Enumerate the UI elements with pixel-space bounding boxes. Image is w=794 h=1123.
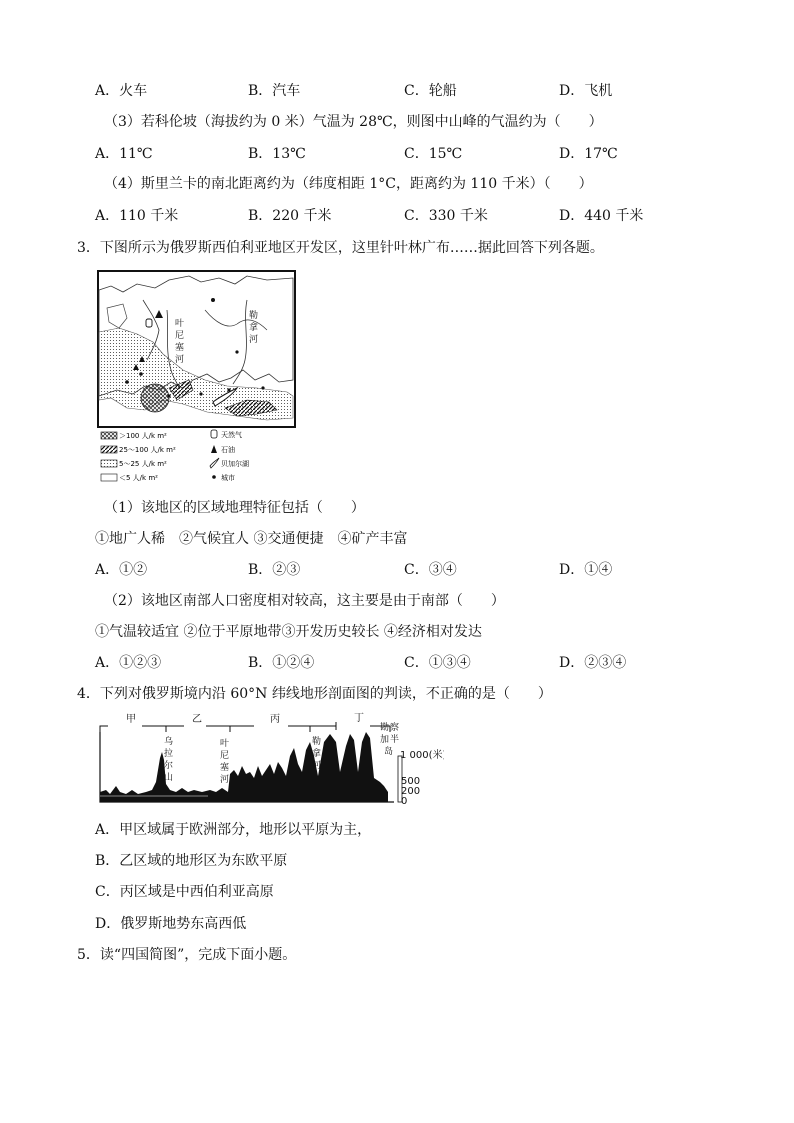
legend-min: ＜5 人/k m² [119,474,158,482]
label-yenisei-char: 塞 [175,343,185,353]
scale-500: 500 [401,776,421,787]
option-c[interactable]: C．①③④ [404,655,471,671]
question-stem: 下图所示为俄罗斯西伯利亚地区开发区，这里针叶林广布……据此回答下列各题。 [99,240,604,256]
legend-city-icon [212,475,216,479]
label-yenisei-char: 尼 [175,331,185,341]
q4-option-a[interactable]: A．甲区域属于欧洲部分，地形以平原为主， [95,822,372,838]
q3-1-stem: （1）该地区的区域地理特征包括（ ） [104,500,365,516]
question-number: 3． [77,240,100,256]
option-d[interactable]: D．17℃ [559,146,618,162]
option-b[interactable]: B．汽车 [248,83,301,99]
q3-2-stem: （2）该地区南部人口密度相对较高，这主要是由于南部（ ） [104,593,505,609]
q2-4-options [95,205,715,227]
svg-text:尔: 尔 [164,761,174,771]
q3-1-options [95,559,715,581]
city-dot [139,372,143,376]
legend-swatch-mid [101,446,117,453]
label-lena-char: 河 [249,335,259,345]
svg-text:河: 河 [312,761,322,771]
legend-oil-icon [211,445,217,453]
legend-oil: 石油 [221,446,235,454]
q2-3-stem: （3）若科伦坡（海拔约为 0 米）气温为 28℃，则图中山峰的气温约为（ ） [104,114,603,130]
option-c[interactable]: C．③④ [404,562,457,578]
label-yenisei-char: 叶 [175,319,185,329]
terrain-profile-figure [98,712,444,806]
legend-swatch-low [101,460,117,467]
option-b[interactable]: B．②③ [248,562,301,578]
city-dot [125,380,129,384]
city-dot [227,388,230,391]
svg-text:察: 察 [390,723,400,733]
siberia-map [97,270,301,485]
option-b[interactable]: B．220 千米 [248,208,332,224]
scale-0: 0 [401,796,408,806]
question-stem: 下列对俄罗斯境内沿 60°N 纬线地形剖面图的判读，不正确的是（ ） [99,686,552,702]
scale-1000: 1 000(米) [400,750,444,761]
density-high-region [141,384,169,412]
option-d[interactable]: D．440 千米 [559,208,644,224]
q2-prev-options [95,80,715,102]
q4-option-d[interactable]: D．俄罗斯地势东高西低 [95,916,247,932]
legend-gas-icon [211,430,217,438]
siberia-map-figure [97,270,301,485]
city-dot [199,392,202,395]
label-lena-char: 拿 [249,323,259,333]
svg-text:河: 河 [220,775,230,785]
label-yenisei [220,737,229,785]
region-label: 甲 [126,714,136,725]
svg-text:拉: 拉 [164,749,174,759]
option-d[interactable]: D．②③④ [559,655,627,671]
svg-text:加: 加 [380,735,390,745]
legend-mid: 25～100 人/k m² [119,446,176,454]
svg-text:乌: 乌 [164,737,174,747]
svg-text:岛: 岛 [384,747,394,757]
city-dot [211,298,215,302]
city-dot [167,394,170,397]
legend-swatch-high [101,432,117,439]
legend-city: 城市 [221,474,235,482]
terrain-silhouette [100,732,388,802]
city-dot [235,350,238,353]
city-dot [261,386,264,389]
option-b[interactable]: B．13℃ [248,146,306,162]
label-yenisei-char: 河 [175,355,185,365]
option-a[interactable]: A．110 千米 [95,208,179,224]
q3-2-items: ①气温较适宜 ②位于平原地带③开发历史较长 ④经济相对发达 [95,624,482,640]
legend-baikal: 贝加尔湖 [221,460,249,468]
q2-3-options [95,143,715,165]
svg-text:叶: 叶 [220,739,230,749]
question-3 [77,237,604,259]
q4-option-c[interactable]: C．丙区域是中西伯利亚高原 [95,884,274,900]
option-c[interactable]: C．330 千米 [404,208,488,224]
svg-text:勘: 勘 [380,723,390,733]
question-5 [77,944,296,966]
terrain-profile [98,712,444,806]
label-ural [164,735,173,783]
legend-low: 5～25 人/k m² [119,460,167,468]
scale-200: 200 [401,786,421,797]
question-4 [77,683,552,705]
region-label: 丙 [270,714,280,725]
svg-text:勒: 勒 [312,737,322,747]
option-b[interactable]: B．①②④ [248,655,315,671]
legend-swatch-min [101,474,117,481]
svg-text:塞: 塞 [220,763,230,773]
region-label: 丁 [354,713,364,724]
option-c[interactable]: C．轮船 [404,83,457,99]
region-label: 乙 [192,714,202,725]
option-a[interactable]: A．火车 [95,83,148,99]
option-a[interactable]: A．①②③ [95,655,162,671]
legend-baikal-icon [210,458,219,468]
question-number: 5． [77,947,100,963]
option-d[interactable]: D．①④ [559,562,613,578]
q3-1-items: ①地广人稀 ②气候宜人 ③交通便捷 ④矿产丰富 [95,531,408,547]
q4-option-b[interactable]: B．乙区域的地形区为东欧平原 [95,853,288,869]
option-a[interactable]: A．①② [95,562,148,578]
svg-text:拿: 拿 [312,749,322,759]
label-lena [312,735,321,771]
legend-high: ＞100 人/k m² [119,432,167,440]
q2-4-stem: （4）斯里兰卡的南北距离约为（纬度相距 1°C，距离约为 110 千米）（ ） [104,176,593,192]
option-a[interactable]: A．11℃ [95,146,153,162]
option-c[interactable]: C．15℃ [404,146,463,162]
label-kamchatka [380,721,399,757]
region-bracket [100,726,390,732]
question-number: 4． [77,686,100,702]
q3-2-options [95,652,715,674]
legend-gas: 天然气 [221,431,242,439]
question-stem: 读“四国简图”，完成下面小题。 [99,947,297,963]
svg-text:尼: 尼 [220,751,230,761]
svg-text:山: 山 [164,773,174,783]
map-legend [101,430,249,482]
gas-symbol [146,319,152,327]
label-lena-char: 勒 [249,311,259,321]
svg-text:半: 半 [390,735,400,745]
option-d[interactable]: D．飞机 [559,83,613,99]
